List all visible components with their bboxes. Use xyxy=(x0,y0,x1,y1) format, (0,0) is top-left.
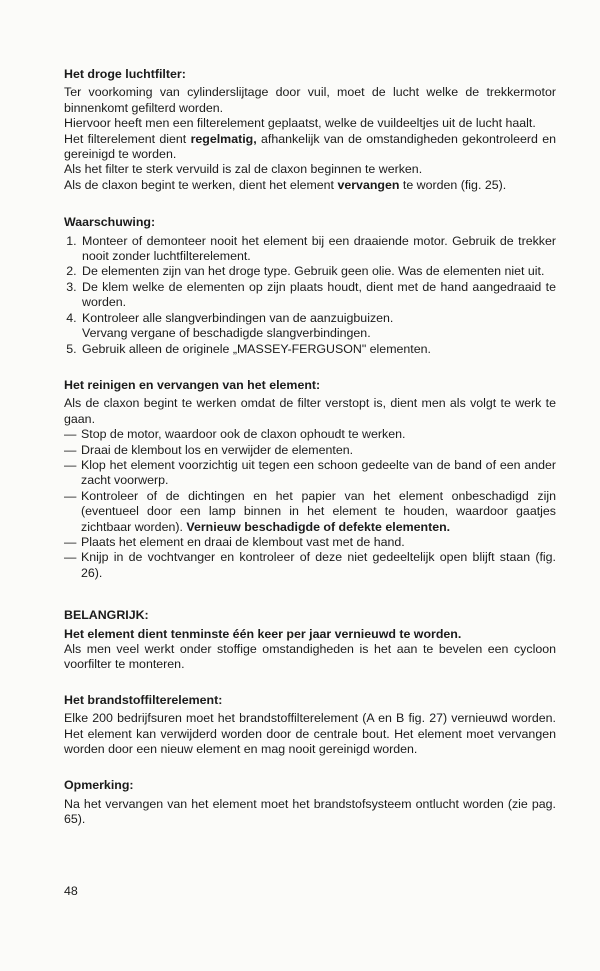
bold-text: vervangen xyxy=(337,177,400,192)
paragraph: Ter voorkoming van cylinderslijtage door vuil, moet de lucht welke de trekkermotor binnenkomt gefilterd worden. xyxy=(64,85,556,115)
bold-text: Het element dient tenminste één keer per jaar vernieuwd te worden. xyxy=(64,626,462,641)
list-item: — Knijp in de vochtvanger en kontroleer of deze niet gedeeltelijk open blijft staan (fig. 26). xyxy=(64,550,556,581)
section-heading: Opmerking: xyxy=(64,778,134,793)
section-important xyxy=(64,608,556,673)
paragraph: Als de claxon begint te werken omdat de filter verstopt is, dient men als volgt te werk te gaan. xyxy=(64,396,556,426)
list-item: 2. De elementen zijn van het droge type. Gebruik geen olie. Was de elementen niet uit. xyxy=(80,264,556,279)
section-cleaning-replacing xyxy=(64,378,556,581)
steps-list xyxy=(64,427,556,581)
list-item: — Plaats het element en draai de klembout vast met de hand. xyxy=(64,535,556,550)
paragraph xyxy=(64,178,556,193)
paragraph xyxy=(64,627,556,642)
section-dry-air-filter xyxy=(64,67,556,193)
list-item xyxy=(64,489,556,535)
list-item: 3. De klem welke de elementen op zijn plaats houdt, dient met de hand aangedraaid te worden. xyxy=(80,280,556,311)
warning-list xyxy=(64,234,556,357)
list-item-text: Kontroleer alle slangverbindingen van de aanzuigbuizen. xyxy=(82,310,394,325)
bold-text: Vernieuw beschadigde of defekte elementen. xyxy=(186,519,451,534)
paragraph xyxy=(64,132,556,163)
text-run: afhankelijk van de omstandigheden gekontroleerd en gereinigd te worden. xyxy=(64,131,556,162)
section-heading: Het reinigen en vervangen van het element: xyxy=(64,377,321,392)
paragraph: Elke 200 bedrijfsuren moet het brandstoffilterelement (A en B fig. 27) vernieuwd worden. Het element kan verwijderd worden door de centrale bout. Het element moet vervangen worden door een nieuw element en mag nooit gereinigd worden. xyxy=(64,711,556,757)
section-remark xyxy=(64,778,556,827)
text-run: Als de claxon begint te werken, dient het element xyxy=(64,177,338,192)
paragraph: Na het vervangen van het element moet het brandstofsysteem ontlucht worden (zie pag. 65). xyxy=(64,796,556,827)
list-item-text: Kontroleer of de dichtingen en het papier van het element onbeschadigd zijn (eventueel door een lamp binnen in het element te houden, waardoor gaatjes zichtbaar worden). xyxy=(81,488,556,534)
section-warning xyxy=(64,215,556,357)
list-item: — Klop het element voorzichtig uit tegen een schoon gedeelte van de band of een ander zacht voorwerp. xyxy=(64,458,556,489)
list-item: — Draai de klembout los en verwijder de elementen. xyxy=(64,443,556,458)
section-heading: Het droge luchtfilter: xyxy=(64,67,186,81)
paragraph: Hiervoor heeft men een filterelement geplaatst, welke de vuildeeltjes uit de lucht haalt. xyxy=(64,116,536,131)
page-number: 48 xyxy=(64,884,78,898)
text-run: te worden (fig. 25). xyxy=(399,177,507,192)
text-run: Het filterelement dient xyxy=(64,131,191,146)
list-item: — Stop de motor, waardoor ook de claxon ophoudt te werken. xyxy=(64,427,556,442)
paragraph: Als men veel werkt onder stoffige omstandigheden is het aan te bevelen een cycloon voorfilter te monteren. xyxy=(64,642,556,672)
bold-text: regelmatig, xyxy=(190,131,257,146)
section-fuel-filter xyxy=(64,693,556,758)
list-item: 1. Monteer of demonteer nooit het element bij een draaiende motor. Gebruik de trekker nooit zonder luchtfilterelement. xyxy=(80,234,556,265)
section-heading: Het brandstoffilterelement: xyxy=(64,692,223,707)
list-item xyxy=(80,311,556,342)
list-item-text: Vervang vergane of beschadigde slangverbindingen. xyxy=(82,326,371,341)
list-item: 5. Gebruik alleen de originele „MASSEY-FERGUSON" elementen. xyxy=(80,342,556,357)
section-heading: Waarschuwing: xyxy=(64,215,156,230)
paragraph: Als het filter te sterk vervuild is zal de claxon beginnen te werken. xyxy=(64,162,423,177)
page-content xyxy=(64,67,556,828)
section-heading: BELANGRIJK: xyxy=(64,608,149,623)
